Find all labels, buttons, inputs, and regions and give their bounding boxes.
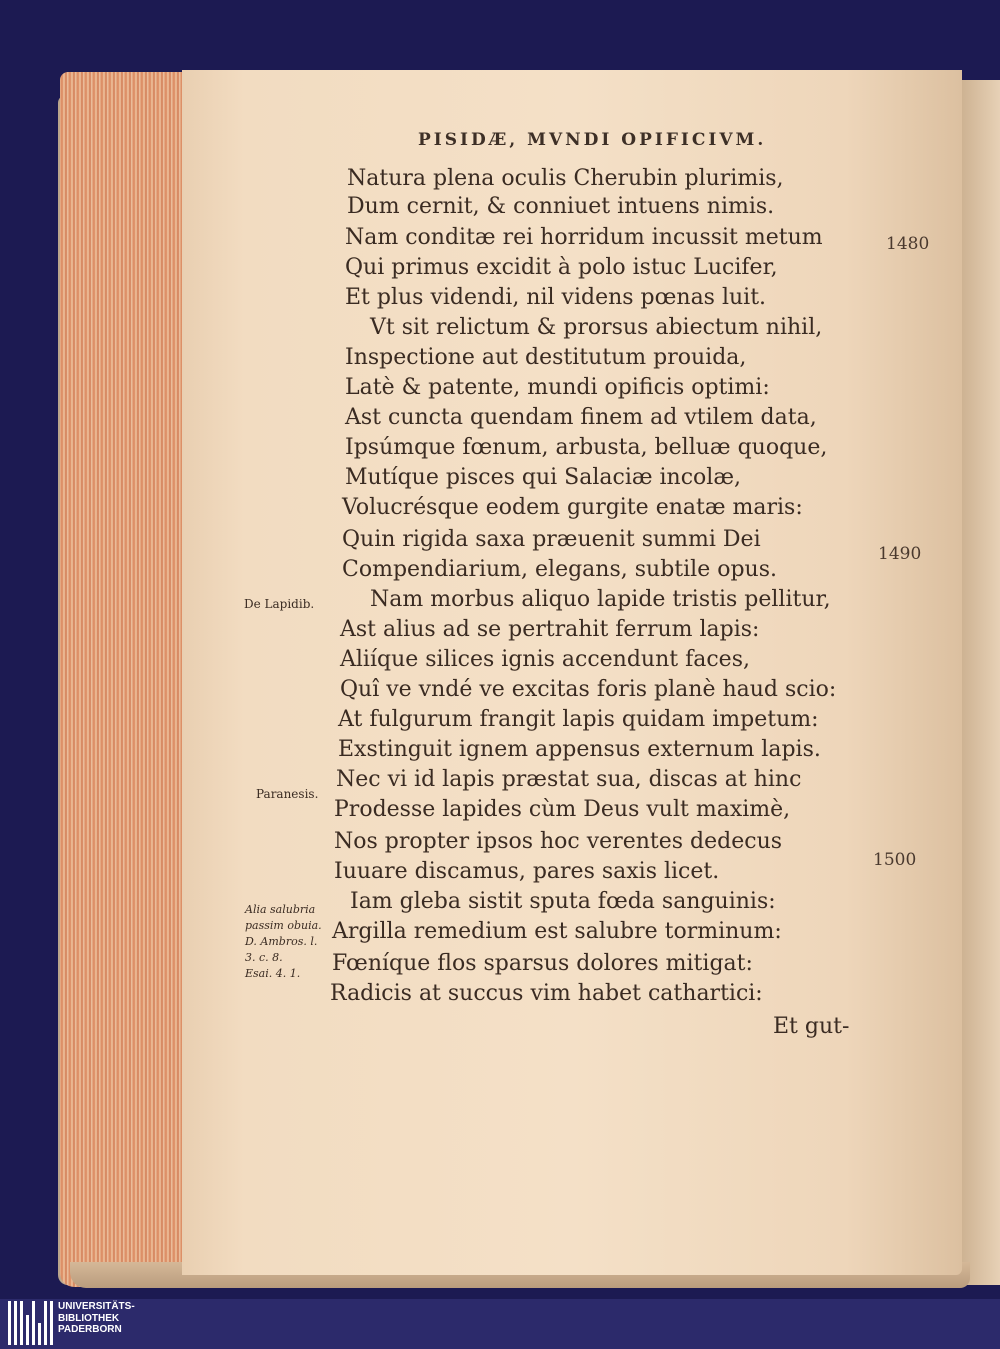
verse-line: Ast alius ad se pertrahit ferrum lapis: bbox=[340, 617, 760, 642]
verse-line: Exstinguit ignem appensus externum lapis. bbox=[338, 737, 821, 762]
line-number: 1480 bbox=[886, 234, 930, 254]
verse-line: Vt sit relictum & prorsus abiectum nihil, bbox=[370, 315, 823, 340]
running-head: PISIDÆ, MVNDI OPIFICIVM. bbox=[418, 130, 767, 150]
verse-line: Fœníque flos sparsus dolores mitigat: bbox=[332, 951, 753, 976]
verse-line: Ast cuncta quendam finem ad vtilem data, bbox=[345, 405, 817, 430]
verse-line: At fulgurum frangit lapis quidam impetum: bbox=[338, 707, 819, 732]
verse-line: Nam conditæ rei horridum incussit metum bbox=[345, 225, 823, 250]
margin-note-line: Esai. 4. 1. bbox=[245, 967, 301, 980]
library-footer bbox=[0, 1299, 1000, 1349]
library-name-line: PADERBORN bbox=[58, 1324, 122, 1335]
margin-note-de-lapidibus: De Lapidib. bbox=[244, 597, 315, 611]
verse-line: Nam morbus aliquo lapide tristis pellitur, bbox=[370, 587, 831, 612]
catchword: Et gut- bbox=[773, 1014, 850, 1039]
verse-line: Radicis at succus vim habet cathartici: bbox=[330, 981, 763, 1006]
verse-line: Aliíque silices ignis accendunt faces, bbox=[340, 647, 750, 672]
margin-note-paraenesis: Paranesis. bbox=[256, 787, 319, 801]
verse-line: Iuuare discamus, pares saxis licet. bbox=[334, 859, 720, 884]
verse-line: Inspectione aut destitutum prouida, bbox=[345, 345, 747, 370]
margin-note-line: passim obuia. bbox=[245, 919, 322, 932]
verse-line: Qui primus excidit à polo istuc Lucifer, bbox=[345, 255, 778, 280]
verse-line: Compendiarium, elegans, subtile opus. bbox=[342, 557, 777, 582]
verse-line: Ipsúmque fœnum, arbusta, belluæ quoque, bbox=[345, 435, 828, 460]
verse-line: Iam gleba sistit sputa fœda sanguinis: bbox=[350, 889, 776, 914]
verse-line: Nos propter ipsos hoc verentes dedecus bbox=[334, 829, 783, 854]
margin-note-line: Alia salubria bbox=[245, 903, 316, 916]
verse-line: Quî ve vndé ve excitas foris planè haud scio: bbox=[340, 677, 837, 702]
verse-line: Latè & patente, mundi opificis optimi: bbox=[345, 375, 770, 400]
library-name-line: UNIVERSITÄTS- bbox=[58, 1301, 135, 1312]
line-number: 1500 bbox=[873, 850, 917, 870]
library-logo-icon bbox=[8, 1301, 54, 1345]
line-number: 1490 bbox=[878, 544, 922, 564]
verse-line: Volucrésque eodem gurgite enatæ maris: bbox=[342, 495, 803, 520]
verse-line: Et plus videndi, nil videns pœnas luit. bbox=[345, 285, 767, 310]
verse-line: Dum cernit, & conniuet intuens nimis. bbox=[347, 194, 775, 219]
margin-note-line: 3. c. 8. bbox=[245, 951, 283, 964]
verse-line: Quin rigida saxa præuenit summi Dei bbox=[342, 527, 761, 552]
verse-line: Argilla remedium est salubre torminum: bbox=[332, 919, 782, 944]
verse-line: Nec vi id lapis præstat sua, discas at hinc bbox=[336, 767, 802, 792]
library-name bbox=[58, 1301, 135, 1336]
library-name-line: BIBLIOTHEK bbox=[58, 1312, 120, 1324]
verse-line: Natura plena oculis Cherubin plurimis, bbox=[347, 166, 784, 191]
verse-line: Prodesse lapides cùm Deus vult maximè, bbox=[334, 797, 791, 822]
book-fore-edge bbox=[60, 72, 188, 1287]
margin-note-line: D. Ambros. l. bbox=[245, 935, 318, 948]
verse-line: Mutíque pisces qui Salaciæ incolæ, bbox=[345, 465, 741, 490]
